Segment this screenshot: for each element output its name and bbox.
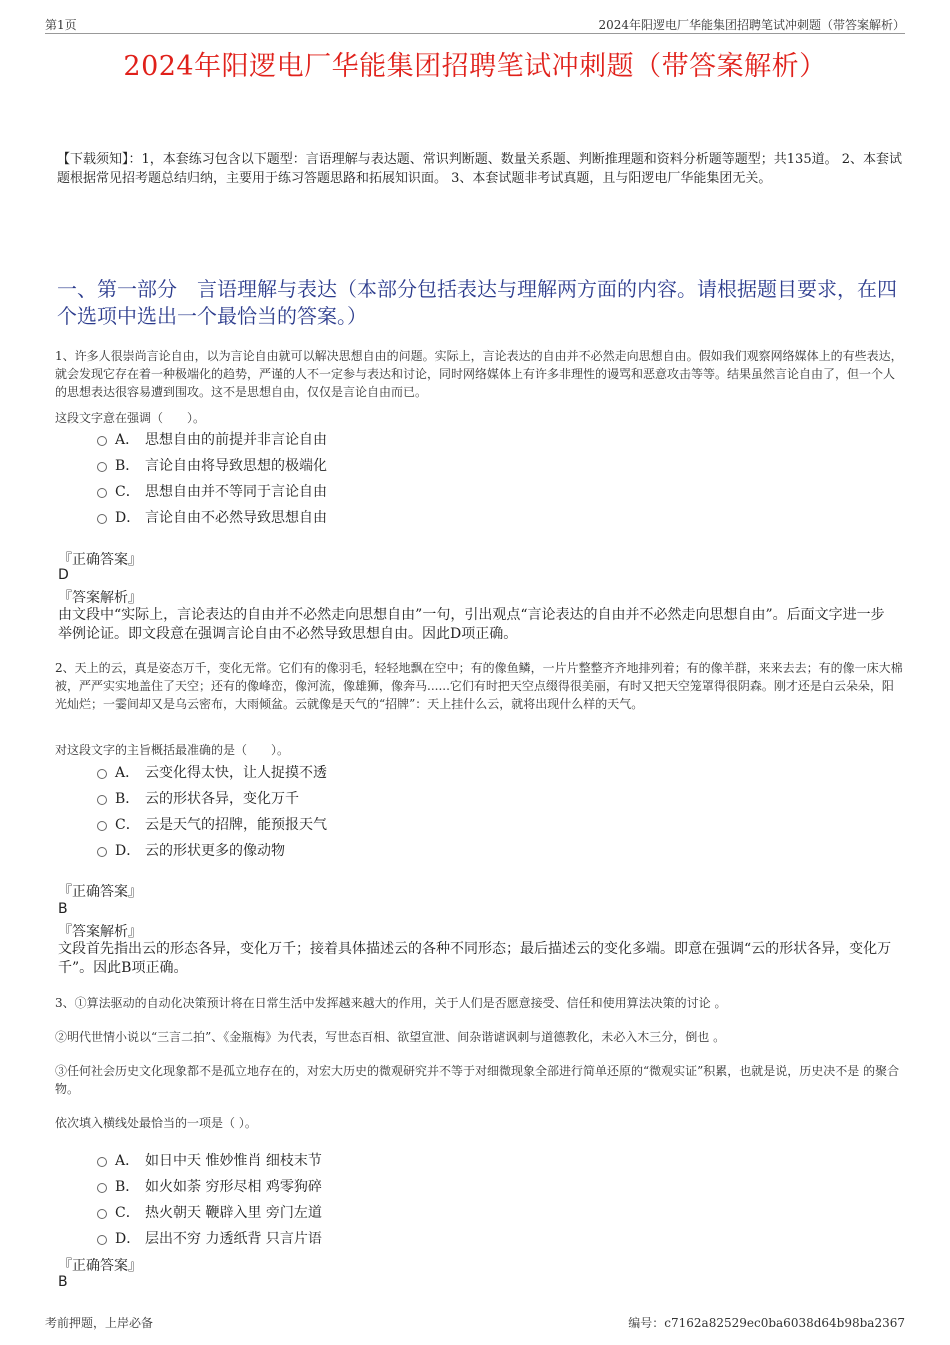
question-1-options (97, 426, 327, 530)
option-d[interactable]: D． 言论自由不必然导致思想自由 (97, 504, 327, 530)
radio-icon[interactable] (97, 795, 107, 805)
answer-value: B (58, 1274, 68, 1290)
header-doc-title: 2024年阳逻电厂华能集团招聘笔试冲刺题（带答案解析） (598, 18, 905, 32)
answer-label: 『正确答案』 (58, 1258, 142, 1274)
analysis-label: 『答案解析』 (58, 590, 142, 606)
radio-icon[interactable] (97, 847, 107, 857)
question-3-options (97, 1147, 322, 1251)
question-3-part-1: 3、①算法驱动的自动化决策预计将在日常生活中发挥越来越大的作用，关于人们是否愿意接受、信任和使用算法决策的讨论 。 (55, 996, 727, 1010)
page-header (45, 14, 905, 34)
option-b[interactable]: B． 言论自由将导致思想的极端化 (97, 452, 327, 478)
radio-icon[interactable] (97, 1157, 107, 1167)
option-c[interactable]: C． 思想自由并不等同于言论自由 (97, 478, 327, 504)
analysis-text: 由文段中“实际上，言论表达的自由并不必然走向思想自由”一句，引出观点“言论表达的自由并不必然走向思想自由”。后面文字进一步举例论证。即文段意在强调言论自由不必然导致思想自由。因此D项正确。 (58, 607, 885, 642)
answer-value: D (58, 567, 69, 583)
option-a[interactable]: A． 如日中天 惟妙惟肖 细枝末节 (97, 1147, 322, 1173)
radio-icon[interactable] (97, 488, 107, 498)
document-title: 2024年阳逻电厂华能集团招聘笔试冲刺题（带答案解析） (123, 51, 827, 82)
question-3-part-3: ③任何社会历史文化现象都不是孤立地存在的，对宏大历史的微观研究并不等于对细微现象全部进行简单还原的“微观实证”积累，也就是说，历史决不是 的聚合物。 (55, 1064, 900, 1096)
question-3-stem: 依次填入横线处最恰当的一项是（ ）。 (55, 1116, 257, 1130)
option-c[interactable]: C． 热火朝天 鞭辟入里 旁门左道 (97, 1199, 322, 1225)
radio-icon[interactable] (97, 1235, 107, 1245)
download-notice: 【下载须知】：1，本套练习包含以下题型：言语理解与表达题、常识判断题、数量关系题、判断推理题和资料分析题等题型；共135道。 2、本套试题根据常见招考题总结归纳，主要用于练习答题思路和拓展知识面。 3、本套试题非考试真题，且与阳逻电厂华能集团无关。 (57, 152, 902, 186)
option-d[interactable]: D． 层出不穷 力透纸背 只言片语 (97, 1225, 322, 1251)
answer-label: 『正确答案』 (58, 884, 142, 900)
radio-icon[interactable] (97, 1183, 107, 1193)
footer-slogan: 考前押题，上岸必备 (45, 1316, 154, 1330)
option-b[interactable]: B． 云的形状各异，变化万千 (97, 785, 327, 811)
radio-icon[interactable] (97, 436, 107, 446)
question-1-text: 1、许多人很崇尚言论自由，以为言论自由就可以解决思想自由的问题。实际上，言论表达的自由并不必然走向思想自由。假如我们观察网络媒体上的有些表达，就会发现它存在着一种极端化的趋势，严谨的人不一定参与表达和讨论，同时网络媒体上有许多非理性的谩骂和恶意攻击等等。结果虽然言论自由了，但一个人的思想表达很容易遭到围攻。这不是思想自由，仅仅是言论自由而已。 (55, 349, 903, 399)
option-a[interactable]: A． 思想自由的前提并非言论自由 (97, 426, 327, 452)
radio-icon[interactable] (97, 462, 107, 472)
footer-serial: 编号：c7162a82529ec0ba6038d64b98ba2367 (628, 1316, 905, 1330)
answer-label: 『正确答案』 (58, 552, 142, 568)
analysis-label: 『答案解析』 (58, 924, 142, 940)
section-title: 一、第一部分 言语理解与表达（本部分包括表达与理解两方面的内容。请根据题目要求，在四个选项中选出一个最恰当的答案。） (57, 277, 897, 328)
question-3-part-2: ②明代世情小说以“三言二拍”、《金瓶梅》为代表，写世态百相、欲望宣泄、间杂谐谑讽刺与道德教化，未必入木三分，倒也 。 (55, 1030, 726, 1044)
radio-icon[interactable] (97, 769, 107, 779)
answer-value: B (58, 901, 68, 917)
analysis-text: 文段首先指出云的形态各异，变化万千；接着具体描述云的各种不同形态；最后描述云的变化多端。即意在强调“云的形状各异，变化万千”。因此B项正确。 (58, 941, 892, 976)
page-number: 第1页 (45, 18, 77, 32)
option-a[interactable]: A． 云变化得太快，让人捉摸不透 (97, 759, 327, 785)
question-2-options (97, 759, 327, 863)
question-1-stem: 这段文字意在强调（ ）。 (55, 411, 206, 425)
question-2-text: 2、天上的云，真是姿态万千，变化无常。它们有的像羽毛，轻轻地飘在空中；有的像鱼鳞，一片片整整齐齐地排列着；有的像羊群，来来去去；有的像一床大棉被，严严实实地盖住了天空；还有的像峰峦，像河流，像雄狮，像奔马......它们有时把天空点缀得很美丽，有时又把天空笼罩得很阴森。刚才还是白云朵朵，阳光灿烂；一霎间却又是乌云密布，大雨倾盆。云就像是天气的“招牌”：天上挂什么云，就将出现什么样的天气。 (55, 661, 903, 711)
radio-icon[interactable] (97, 1209, 107, 1219)
option-c[interactable]: C． 云是天气的招牌，能预报天气 (97, 811, 327, 837)
question-2-stem: 对这段文字的主旨概括最准确的是（ ）。 (55, 743, 290, 757)
option-d[interactable]: D． 云的形状更多的像动物 (97, 837, 327, 863)
option-b[interactable]: B． 如火如荼 穷形尽相 鸡零狗碎 (97, 1173, 322, 1199)
radio-icon[interactable] (97, 514, 107, 524)
radio-icon[interactable] (97, 821, 107, 831)
